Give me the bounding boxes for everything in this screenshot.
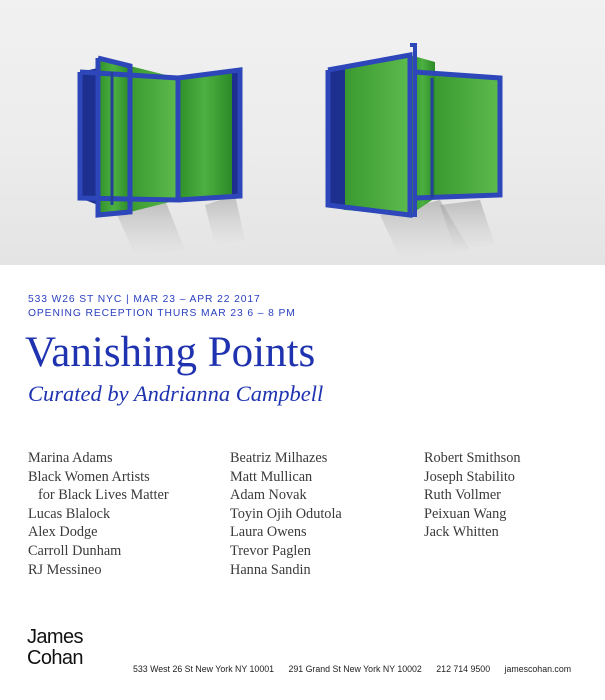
artist-name: Laura Owens <box>230 524 307 541</box>
exhibition-dates: 533 W26 ST NYC | MAR 23 – APR 22 2017 <box>28 294 261 305</box>
artist-name: Marina Adams <box>28 450 113 466</box>
logo-line-2: Cohan <box>27 647 83 669</box>
opening-reception: OPENING RECEPTION THURS MAR 23 6 – 8 PM <box>28 308 296 319</box>
artist-name: Toyin Ojih Odutola <box>230 505 342 522</box>
right-sculpture <box>328 45 500 215</box>
artist-name: Adam Novak <box>230 487 307 504</box>
artist-list-column-1 <box>28 449 169 579</box>
artist-name: Matt Mullican <box>230 468 313 485</box>
address-grand-st: 291 Grand St New York NY 10002 <box>288 664 422 674</box>
artist-name: Trevor Paglen <box>230 542 311 559</box>
exhibition-info <box>28 293 296 321</box>
footer-contact <box>133 664 571 674</box>
artist-name: Ruth Vollmer <box>424 487 501 504</box>
artist-name: Joseph Stabilito <box>424 468 515 485</box>
exhibition-curator: Curated by Andrianna Campbell <box>28 381 324 406</box>
artist-name: Black Women Artists <box>28 468 150 485</box>
phone-number: 212 714 9500 <box>436 664 491 674</box>
left-sculpture-shadow-2 <box>205 195 245 245</box>
left-sculpture <box>80 58 240 215</box>
artist-name: RJ Messineo <box>28 561 102 578</box>
artist-name: Jack Whitten <box>424 524 499 541</box>
gallery-logo <box>27 627 83 669</box>
logo-line-1: James <box>27 626 83 648</box>
artist-name: for Black Lives Matter <box>38 487 169 504</box>
artist-name: Hanna Sandin <box>230 561 311 578</box>
artist-name: Beatriz Milhazes <box>230 450 328 466</box>
hero-artwork-image <box>0 0 605 265</box>
address-chelsea: 533 West 26 St New York NY 10001 <box>133 664 275 674</box>
artist-name: Peixuan Wang <box>424 505 507 522</box>
artist-name: Carroll Dunham <box>28 542 122 559</box>
artist-list-column-3 <box>424 449 521 542</box>
sculpture-illustration <box>0 0 605 265</box>
exhibition-title: Vanishing Points <box>25 329 316 376</box>
website-link[interactable]: jamescohan.com <box>504 664 572 674</box>
artist-name: Lucas Blalock <box>28 505 111 522</box>
artist-name: Alex Dodge <box>28 524 98 541</box>
artist-name: Robert Smithson <box>424 450 521 466</box>
artist-list-column-2 <box>230 449 342 579</box>
